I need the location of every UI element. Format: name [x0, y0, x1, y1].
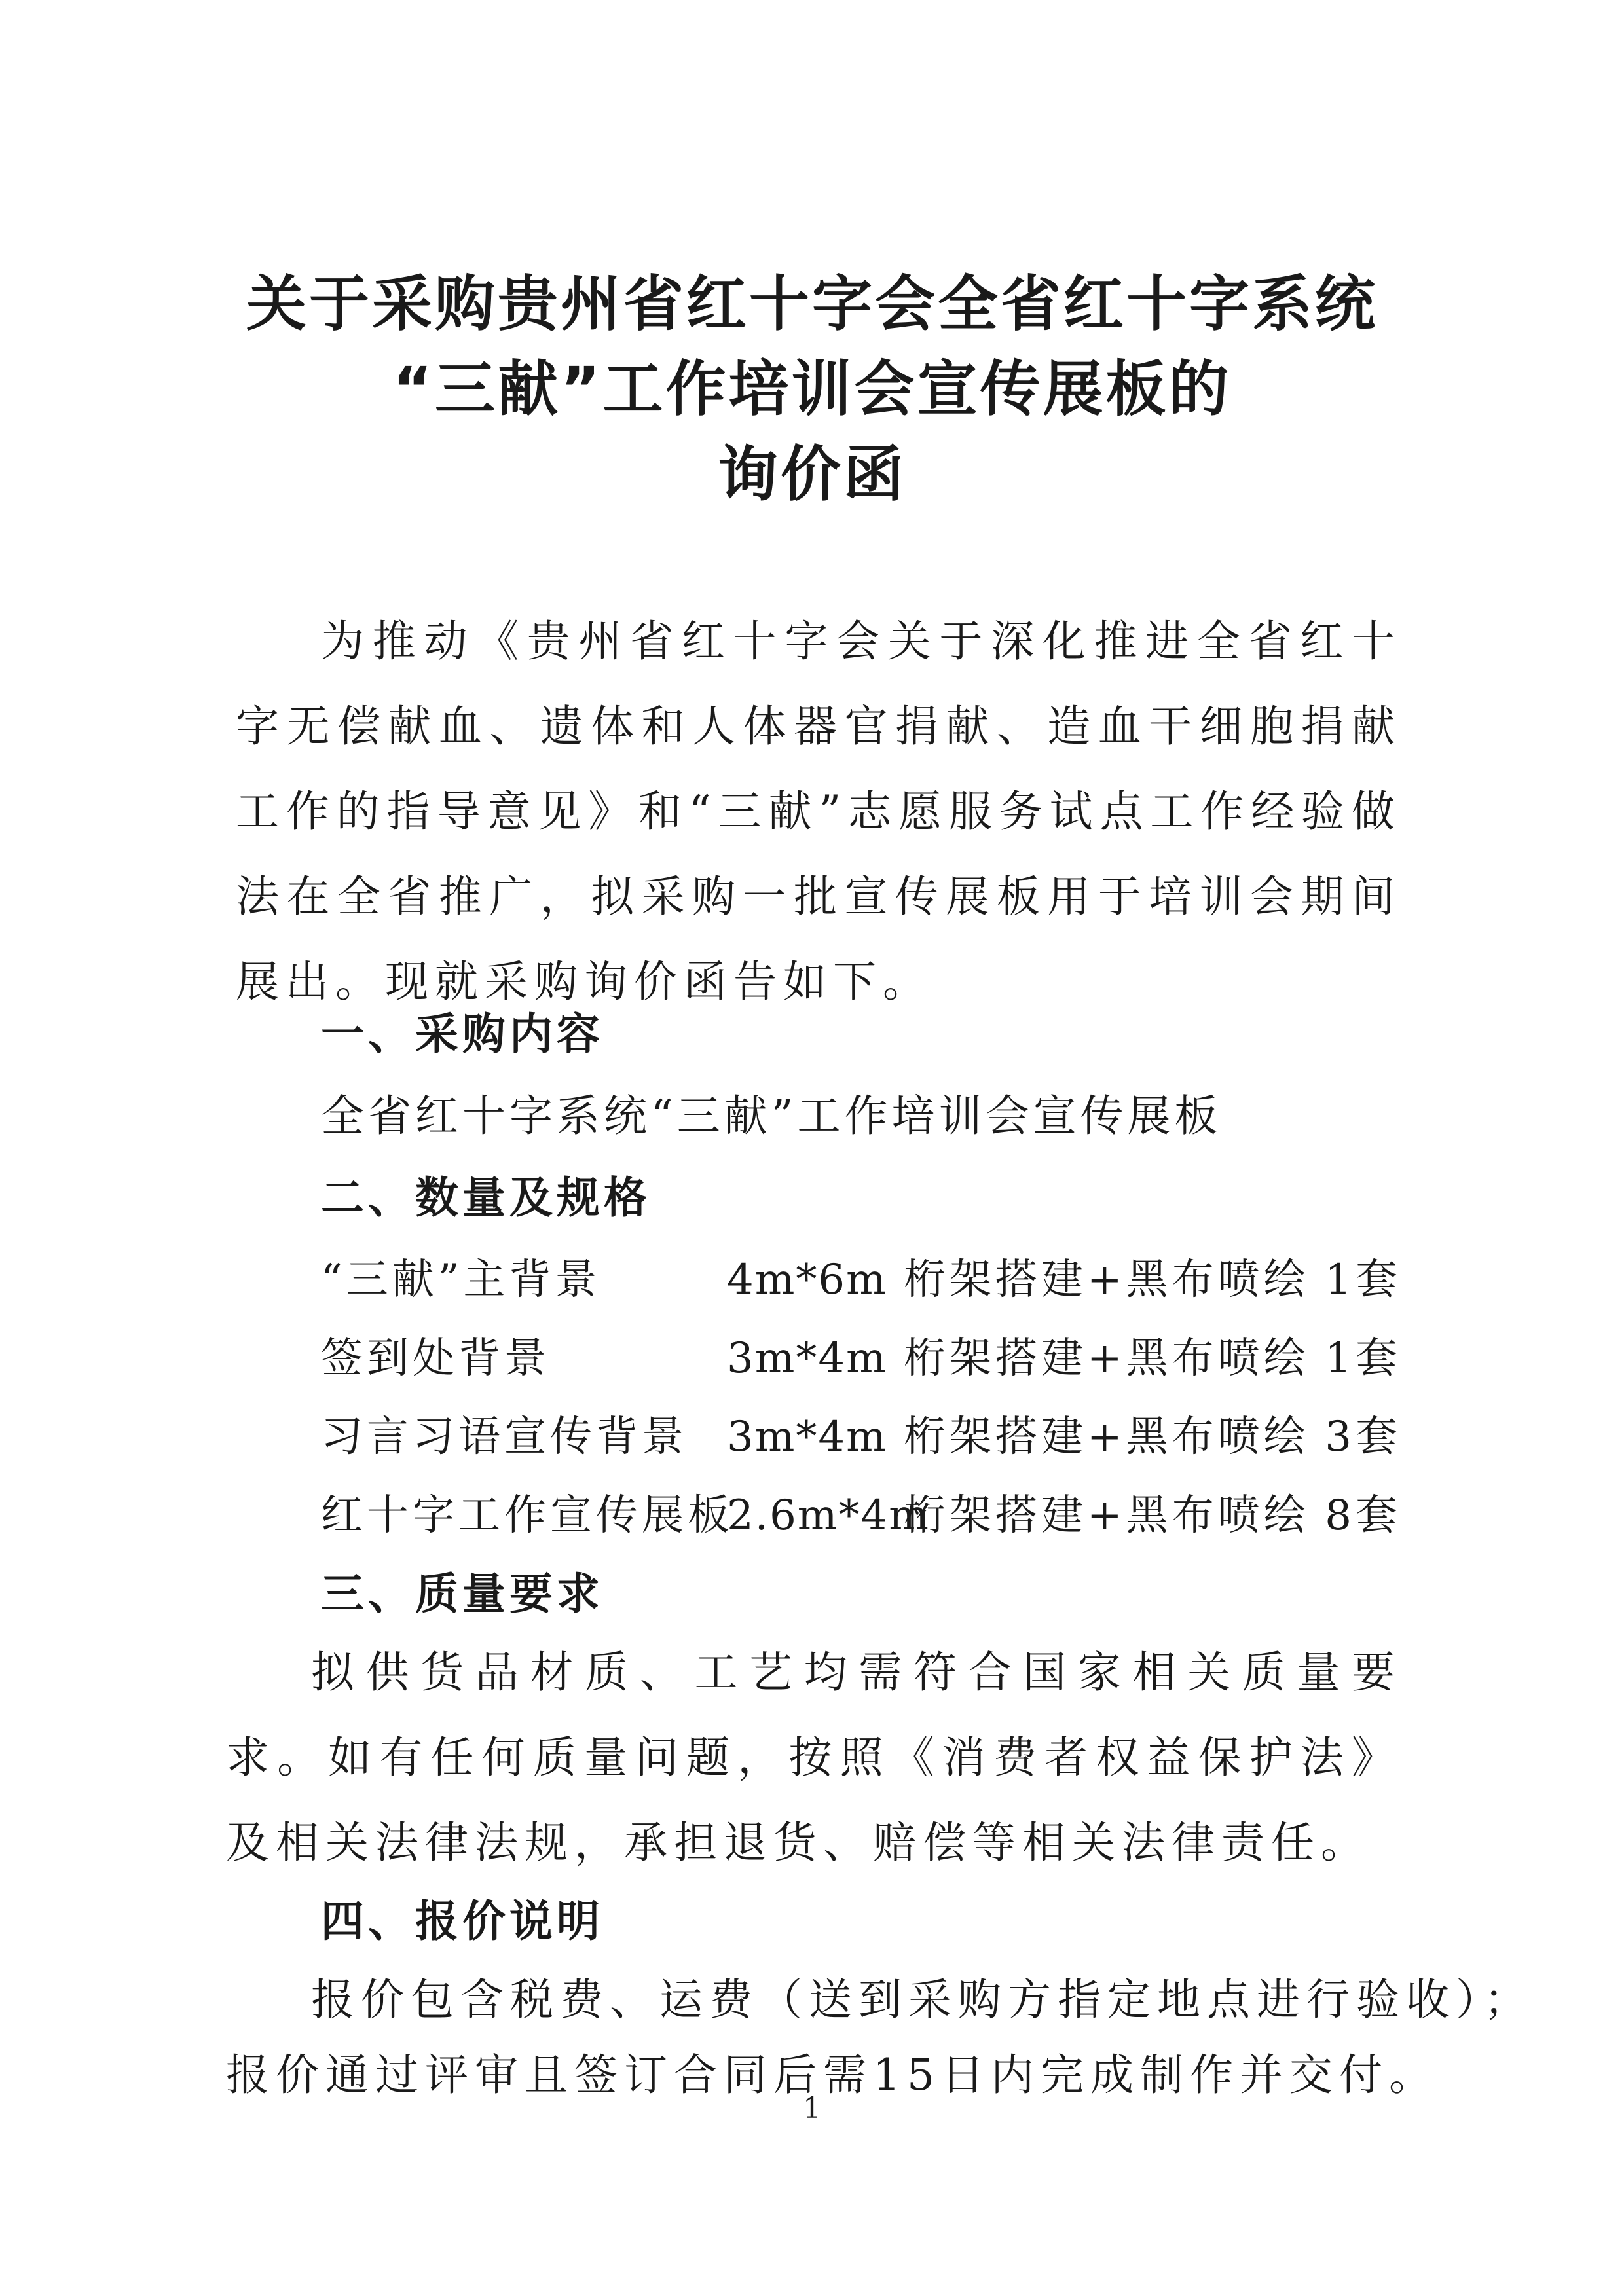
section1-heading: 一、采购内容	[321, 1009, 604, 1059]
spec-method: 桁架搭建+黑布喷绘	[904, 1256, 1310, 1304]
spec-row	[321, 1326, 1401, 1391]
spec-method: 桁架搭建+黑布喷绘	[904, 1491, 1310, 1540]
spec-row	[321, 1404, 1401, 1470]
title-line-3: 询价函	[717, 439, 906, 509]
spec-qty: 8套	[1325, 1491, 1401, 1540]
section3-paragraph: 拟供货品材质、工艺均需符合国家相关质量要求。如有任何质量问题，按照《消费者权益保护法》及相关法律法规，承担退货、赔偿等相关法律责任。	[226, 1647, 1401, 1868]
spec-method: 桁架搭建+黑布喷绘	[904, 1334, 1310, 1383]
title-line-2: “三献”工作培训会宣传展板的	[392, 354, 1232, 424]
spec-method: 桁架搭建+黑布喷绘	[904, 1413, 1310, 1461]
section2-heading: 二、数量及规格	[321, 1173, 651, 1223]
spec-name: “三献”主背景	[321, 1256, 601, 1304]
spec-row	[321, 1483, 1401, 1548]
spec-row	[321, 1247, 1401, 1313]
section1-text: 全省红十字系统“三献”工作培训会宣传展板	[321, 1091, 1222, 1141]
intro-paragraph: 为推动《贵州省红十字会关于深化推进全省红十字无偿献血、遗体和人体器官捐献、造血干细胞捐献工作的指导意见》和“三献”志愿服务试点工作经验做法在全省推广，拟采购一批宣传展板用于培训会期间展出。现就采购询价函告如下。	[236, 616, 1401, 1007]
section4-line-1: 报价包含税费、运费（送到采购方指定地点进行验收）；	[311, 1975, 1534, 2025]
spec-qty: 3套	[1325, 1413, 1401, 1461]
spec-name: 签到处背景	[321, 1334, 550, 1383]
spec-qty: 1套	[1325, 1334, 1401, 1383]
section3-heading: 三、质量要求	[321, 1569, 604, 1619]
section4-line-2: 报价通过评审且签订合同后需15日内完成制作并交付。	[226, 2050, 1439, 2100]
section4-heading: 四、报价说明	[321, 1896, 604, 1946]
spec-size: 3m*4m	[727, 1413, 887, 1461]
spec-size: 3m*4m	[727, 1334, 887, 1383]
spec-size: 4m*6m	[727, 1256, 887, 1304]
spec-size: 2.6m*4m	[727, 1491, 930, 1540]
spec-name: 红十字工作宣传展板	[321, 1491, 733, 1540]
spec-name: 习言习语宣传背景	[321, 1413, 688, 1461]
spec-qty: 1套	[1325, 1256, 1401, 1304]
page-number: 1	[803, 2092, 821, 2125]
title-line-1: 关于采购贵州省红十字会全省红十字系统	[246, 269, 1378, 339]
